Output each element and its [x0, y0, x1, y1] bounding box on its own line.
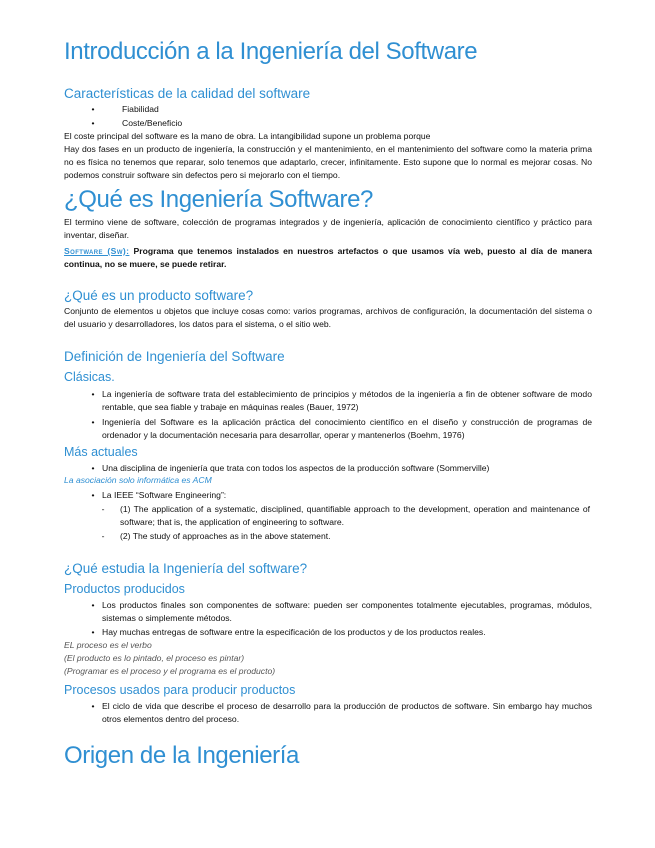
paragraph: El coste principal del software es la mano de obra. La intangibilidad supone un problema porque [64, 131, 431, 141]
bullet-icon: • [91, 463, 95, 473]
heading-calidad: Características de la calidad del software [64, 86, 311, 101]
dash-icon: - [101, 504, 105, 514]
italic-note: (El producto es lo pintado, el proceso es pintar) [64, 653, 245, 663]
bullet-icon: • [91, 417, 95, 427]
paragraph [64, 245, 592, 271]
section-title-que-es: ¿Qué es Ingeniería Software? [64, 186, 373, 213]
software-link[interactable]: Software (Sw): [64, 246, 130, 256]
bullet-icon: • [91, 389, 95, 399]
software-definition: Programa que tenemos instalados en nuestros artefactos o que usamos vía web, puesto al día de manera continua, no se muere, se puede retirar. [64, 246, 592, 269]
list-item-text: La ingeniería de software trata del establecimiento de principios y métodos de la ingeniería a fin de obtener software de modo rentable, que sea fiable y trabaje en máquinas reales (Bauer, 1972) [102, 389, 592, 412]
italic-note: (Programar es el proceso y el programa es el producto) [64, 666, 276, 676]
list-item-text: (2) The study of approaches as in the above statement. [120, 531, 331, 541]
paragraph: Hay dos fases en un producto de ingeniería, la construcción y el mantenimiento, en el mantenimiento del software como la materia prima no es física no tenemos que reparar, solo tenemos que adaptarlo, crecer, infinitamente. Esto supone que lo normal es mejorar cosas. No podemos construir software sin defectos pero si mejorarlo con el tiempo. [64, 144, 592, 180]
bullet-icon: • [91, 600, 95, 610]
subheading-actuales: Más actuales [64, 445, 138, 459]
bullet-icon: • [91, 490, 95, 500]
paragraph: El termino viene de software, colección de programas integrados y de ingeniería, aplicación de conocimiento científico y práctico para inventar, diseñar. [64, 217, 592, 240]
list-item-text: El ciclo de vida que describe el proceso de desarrollo para la producción de productos de software. Sin embargo hay muchos otros elementos dentro del proceso. [102, 701, 592, 724]
bullet-icon: • [91, 627, 95, 637]
list-item-text: (1) The application of a systematic, disciplined, quantifiable approach to the development, operation and maintenance of software; that is, the application of engineering to software. [120, 504, 590, 527]
heading-estudia: ¿Qué estudia la Ingeniería del software? [64, 561, 308, 576]
list-item-text: Ingeniería del Software es la aplicación práctica del conocimiento científico en el diseño y construcción de programas de ordenador y la documentación necesaria para desarrollar, operar y mantenerlos (Boehm, 1976) [102, 417, 592, 440]
list-item-text: La IEEE “Software Engineering”: [102, 490, 227, 500]
list-item-text: Una disciplina de ingeniería que trata con todos los aspectos de la producción software (Sommerville) [102, 463, 490, 473]
list-item-text: Fiabilidad [122, 104, 159, 114]
page-title: Introducción a la Ingeniería del Software [64, 38, 478, 65]
paragraph: Conjunto de elementos u objetos que incluye cosas como: varios programas, archivos de configuración, la documentación del sistema o del usuario y desarrolladores, los datos para el sistema, o el sitio web. [64, 306, 592, 329]
dash-icon: - [101, 531, 105, 541]
list-item-text: Los productos finales son componentes de software: pueden ser componentes totalmente ejecutables, programas, módulos, sistemas o simplemente métodos. [102, 600, 592, 623]
acm-note: La asociación solo informática es ACM [64, 475, 212, 485]
heading-definicion: Definición de Ingeniería del Software [64, 349, 285, 364]
section-title-origen: Origen de la Ingeniería [64, 742, 299, 769]
italic-note: EL proceso es el verbo [64, 640, 152, 650]
subheading-procesos: Procesos usados para producir productos [64, 683, 296, 697]
list-item-text: Hay muchas entregas de software entre la especificación de los productos y de los productos reales. [102, 627, 486, 637]
bullet-icon: • [91, 118, 95, 128]
list-item-text: Coste/Beneficio [122, 118, 183, 128]
bullet-icon: • [91, 104, 95, 114]
subheading-productos: Productos producidos [64, 582, 185, 596]
bullet-icon: • [91, 701, 95, 711]
subheading-clasicas: Clásicas. [64, 370, 115, 384]
heading-producto: ¿Qué es un producto software? [64, 288, 254, 303]
